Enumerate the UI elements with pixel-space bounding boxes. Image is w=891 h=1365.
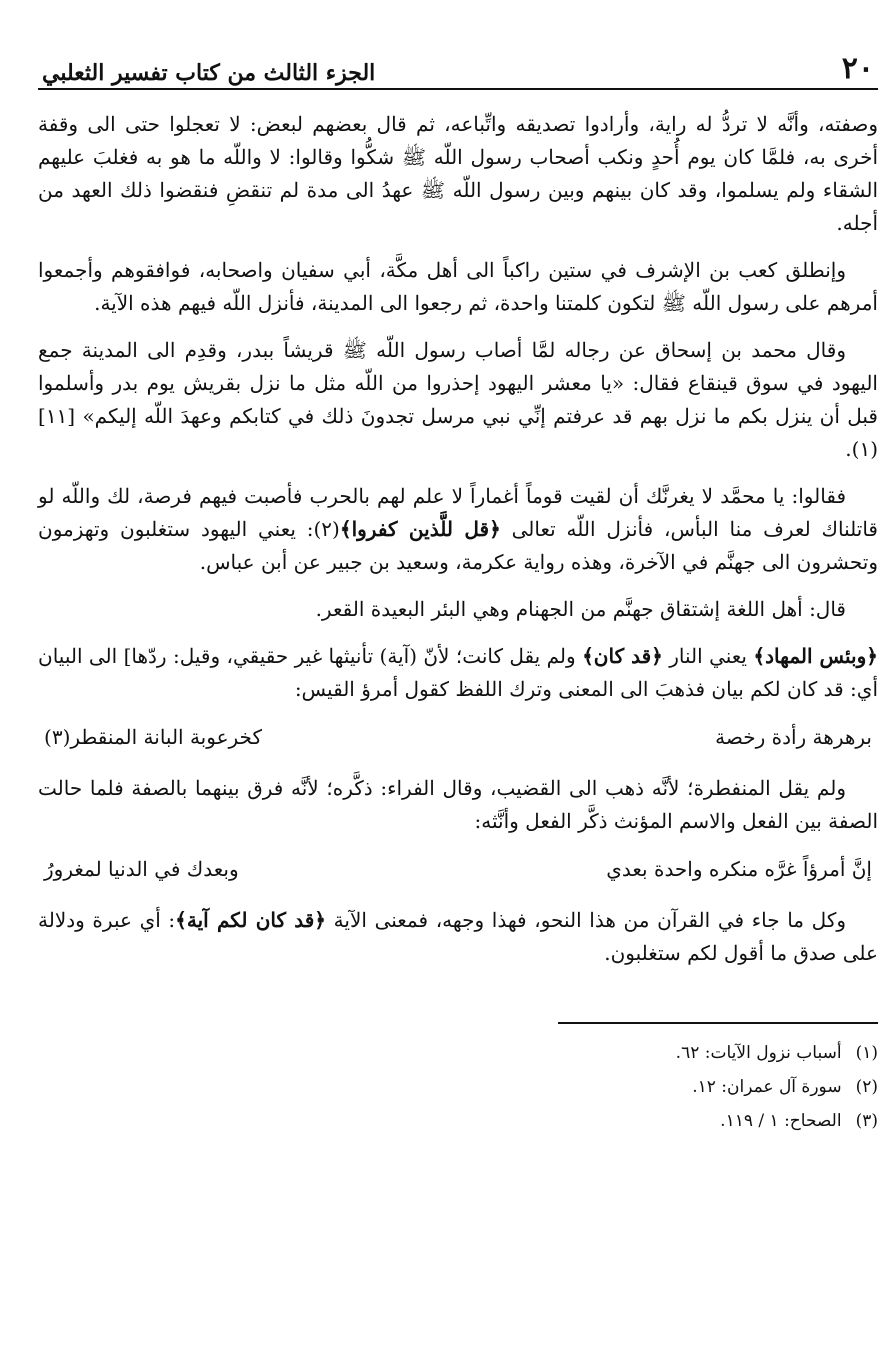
verse-2 <box>38 852 878 886</box>
verse-2-second-hemistich: وبعدك في الدنيا لمغرورُ <box>44 857 239 881</box>
footnote-text: سورة آل عمران: ١٢. <box>692 1077 842 1097</box>
paragraph-8 <box>38 904 878 970</box>
running-title: الجزء الثالث من كتاب تفسير الثعلبي <box>42 60 376 86</box>
paragraph-6-end: ولم يقل كانت؛ لأنّ (آية) تأنيثها غير حقيقي، وقيل: ردّها] الى البيان أي: قد كان لكم بيان فذهبَ الى المعنى وترك اللفظ كقول أمرؤ القيس: <box>38 644 878 701</box>
paragraph-4-start: فقالوا: يا محمَّد لا يغرنَّك أن لقيت قوماً أغماراً لا علم لهم بالحرب فأصبت فيهم فرصة، لك واللّه لو قاتلناك لعرف منا البأس، فأنزل اللّه تعالى <box>38 484 878 541</box>
footnote-number: (١) <box>855 1043 878 1063</box>
paragraph-8-start: وكل ما جاء في القرآن من هذا النحو، فهذا وجهه، فمعنى الآية <box>326 908 846 932</box>
paragraph-7: ولم يقل المنفطرة؛ لأنَّه ذهب الى القضيب، وقال الفراء: ذكَّره؛ لأنَّه فرق بينهما بالصفة فلما حالت الصفة بين الفعل والاسم المؤنث ذكَّر الفعل وأنَّثه: <box>38 776 878 833</box>
verse-2-first-hemistich: إنَّ أمرؤاً غرَّه منكره واحدة بعدي <box>606 857 872 881</box>
verse-1 <box>38 720 878 754</box>
footnote-separator <box>558 1022 878 1024</box>
quran-quote-4: ﴿قد كان لكم آية﴾ <box>175 908 327 932</box>
quran-quote-2: ﴿وبئس المهاد﴾ <box>753 644 879 668</box>
quran-quote-3: ﴿قد كان﴾ <box>582 644 663 668</box>
verse-1-second-hemistich: كخرعوبة البانة المنقطر(٣) <box>44 725 262 749</box>
paragraph-6-middle: يعني النار <box>662 644 754 668</box>
paragraph-5: قال: أهل اللغة إشتقاق جهنَّم من الجهنام وهي البئر البعيدة القعر. <box>315 597 846 621</box>
footnote-number: (٣) <box>855 1111 878 1131</box>
paragraph-4 <box>38 480 878 579</box>
paragraph-6 <box>38 640 878 706</box>
paragraph-3: وقال محمد بن إسحاق عن رجاله لمَّا أصاب رسول اللّه ﷺ قريشاً ببدر، وقدِم الى المدينة جمع اليهود في سوق قينقاع فقال: «يا معشر اليهود إحذروا من اللّه مثل ما نزل بقريش يوم بدر وأسلموا قبل أن ينزل بكم ما نزل بهم قد عرفتم إنِّي نبي مرسل تجدونَ ذلك في كتابكم وعهدَ اللّه إليكم» [١١](١). <box>38 338 878 461</box>
footnote-text: الصحاح: ١ / ١١٩. <box>720 1111 842 1131</box>
footnote-3 <box>38 1104 878 1138</box>
footnote-number: (٢) <box>855 1077 878 1097</box>
footnote-text: أسباب نزول الآيات: ٦٢. <box>675 1043 842 1063</box>
paragraph-8-end: : أي عبرة ودلالة على صدق ما أقول لكم ستغلبون. <box>38 908 878 965</box>
footnote-1 <box>38 1036 878 1070</box>
book-page <box>38 40 878 1138</box>
paragraph-1: وصفته، وأنَّه لا تردُّ له راية، وأرادوا تصديقه واتِّباعه، ثم قال بعضهم لبعض: لا تعجلوا حتى الى وقفة أخرى به، فلمَّا كان يوم أُحدٍ ونكب أصحاب رسول اللّه ﷺ شكُّوا وقالوا: لا واللّه ما هو به فغلبَ عليهم الشقاء ولم يسلموا، وقد كان بينهم وبين رسول اللّه ﷺ عهدُ الى مدة لم تنقضِ فنقضوا ذلك العهد من أجله. <box>38 112 878 235</box>
quran-quote-1: ﴿قل للَّذين كفروا﴾ <box>339 517 501 541</box>
paragraph-2: وإنطلق كعب بن الإشرف في ستين راكباً الى أهل مكَّة، أبي سفيان واصحابه، فوافقوهم وأجمعوا أمرهم على رسول اللّه ﷺ لتكون كلمتنا واحدة، ثم رجعوا الى المدينة، فأنزل اللّه فيهم هذه الآية. <box>38 258 878 315</box>
verse-1-first-hemistich: برهرهة رأدة رخصة <box>715 725 872 749</box>
paragraph-4-end: (٢): يعني اليهود ستغلبون وتهزمون وتحشرون الى جهنَّم في الآخرة، وهذه رواية عكرمة، وسعيد بن جبير عن أبن عباس. <box>38 517 878 574</box>
footnote-2 <box>38 1070 878 1104</box>
page-number: ٢٠ <box>841 51 874 86</box>
page-header <box>38 40 878 90</box>
